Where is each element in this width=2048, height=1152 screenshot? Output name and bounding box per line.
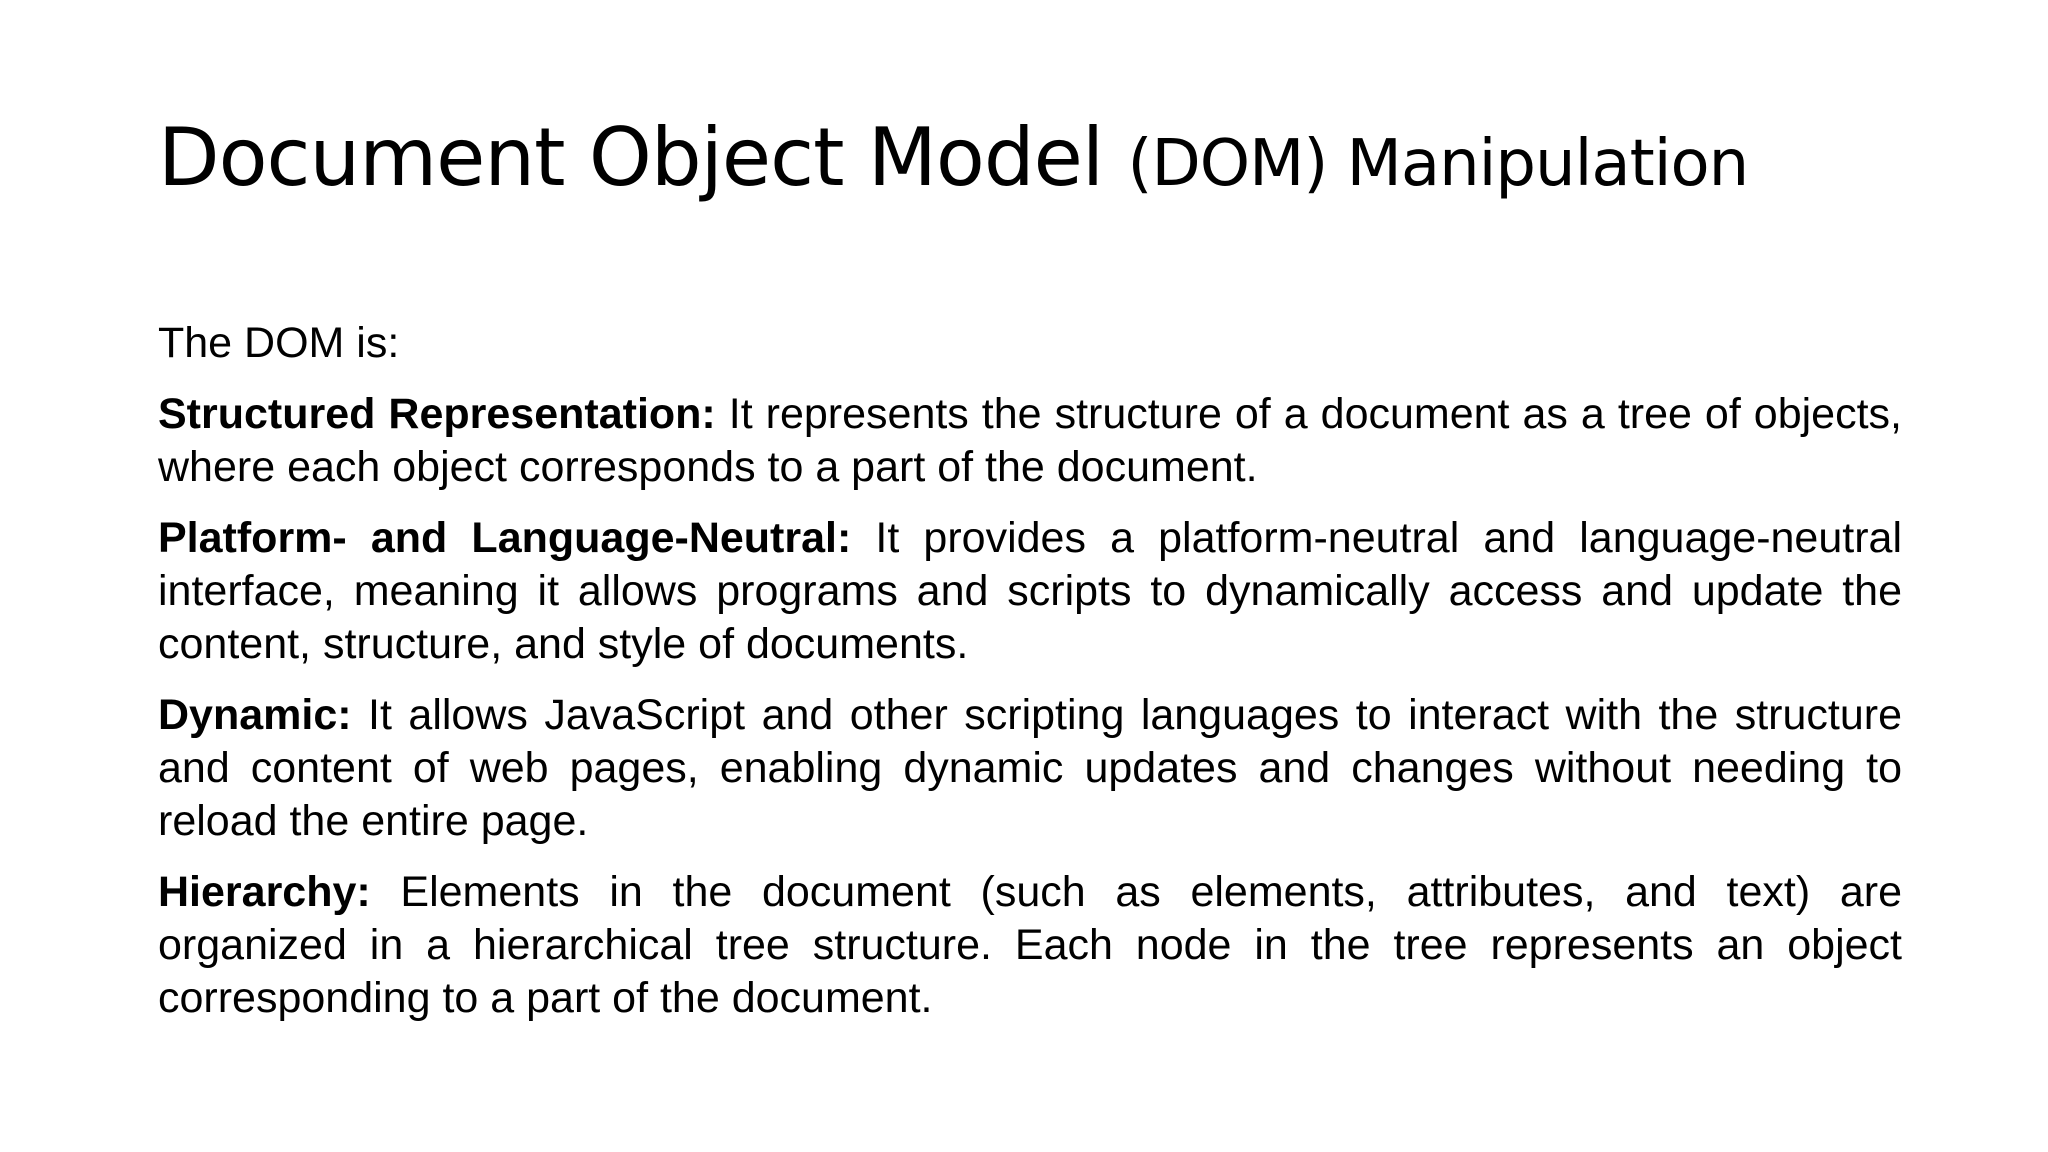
- point-text: It represents the structure of a document as a tree of objects, where each object corresponds to a part of the document.: [158, 390, 1902, 491]
- slide-body: [158, 317, 1902, 1043]
- point-term: Dynamic:: [158, 691, 352, 739]
- point-structured-representation: [158, 388, 1902, 494]
- point-hierarchy: [158, 866, 1902, 1025]
- point-term: Hierarchy:: [158, 868, 371, 916]
- point-text: Elements in the document (such as elements, attributes, and text) are organized in a hierarchical tree structure. Each node in the tree represents an object corresponding to a part of the document.: [158, 868, 1902, 1022]
- intro-text: The DOM is:: [158, 319, 400, 367]
- point-dynamic: [158, 689, 1902, 848]
- slide-title-sub: (DOM) Manipulation: [1127, 127, 1749, 201]
- point-text: It allows JavaScript and other scripting languages to interact with the structure and content of web pages, enabling dynamic updates and changes without needing to reload the entire page.: [158, 691, 1902, 845]
- point-text: It provides a platform-neutral and language-neutral interface, meaning it allows programs and scripts to dynamically access and update the content, structure, and style of documents.: [158, 514, 1902, 668]
- slide-title: [158, 111, 1918, 204]
- point-term: Structured Representation:: [158, 390, 716, 438]
- point-platform-language-neutral: [158, 512, 1902, 671]
- slide-title-main: Document Object Model: [158, 111, 1128, 204]
- point-term: Platform- and Language-Neutral:: [158, 514, 852, 562]
